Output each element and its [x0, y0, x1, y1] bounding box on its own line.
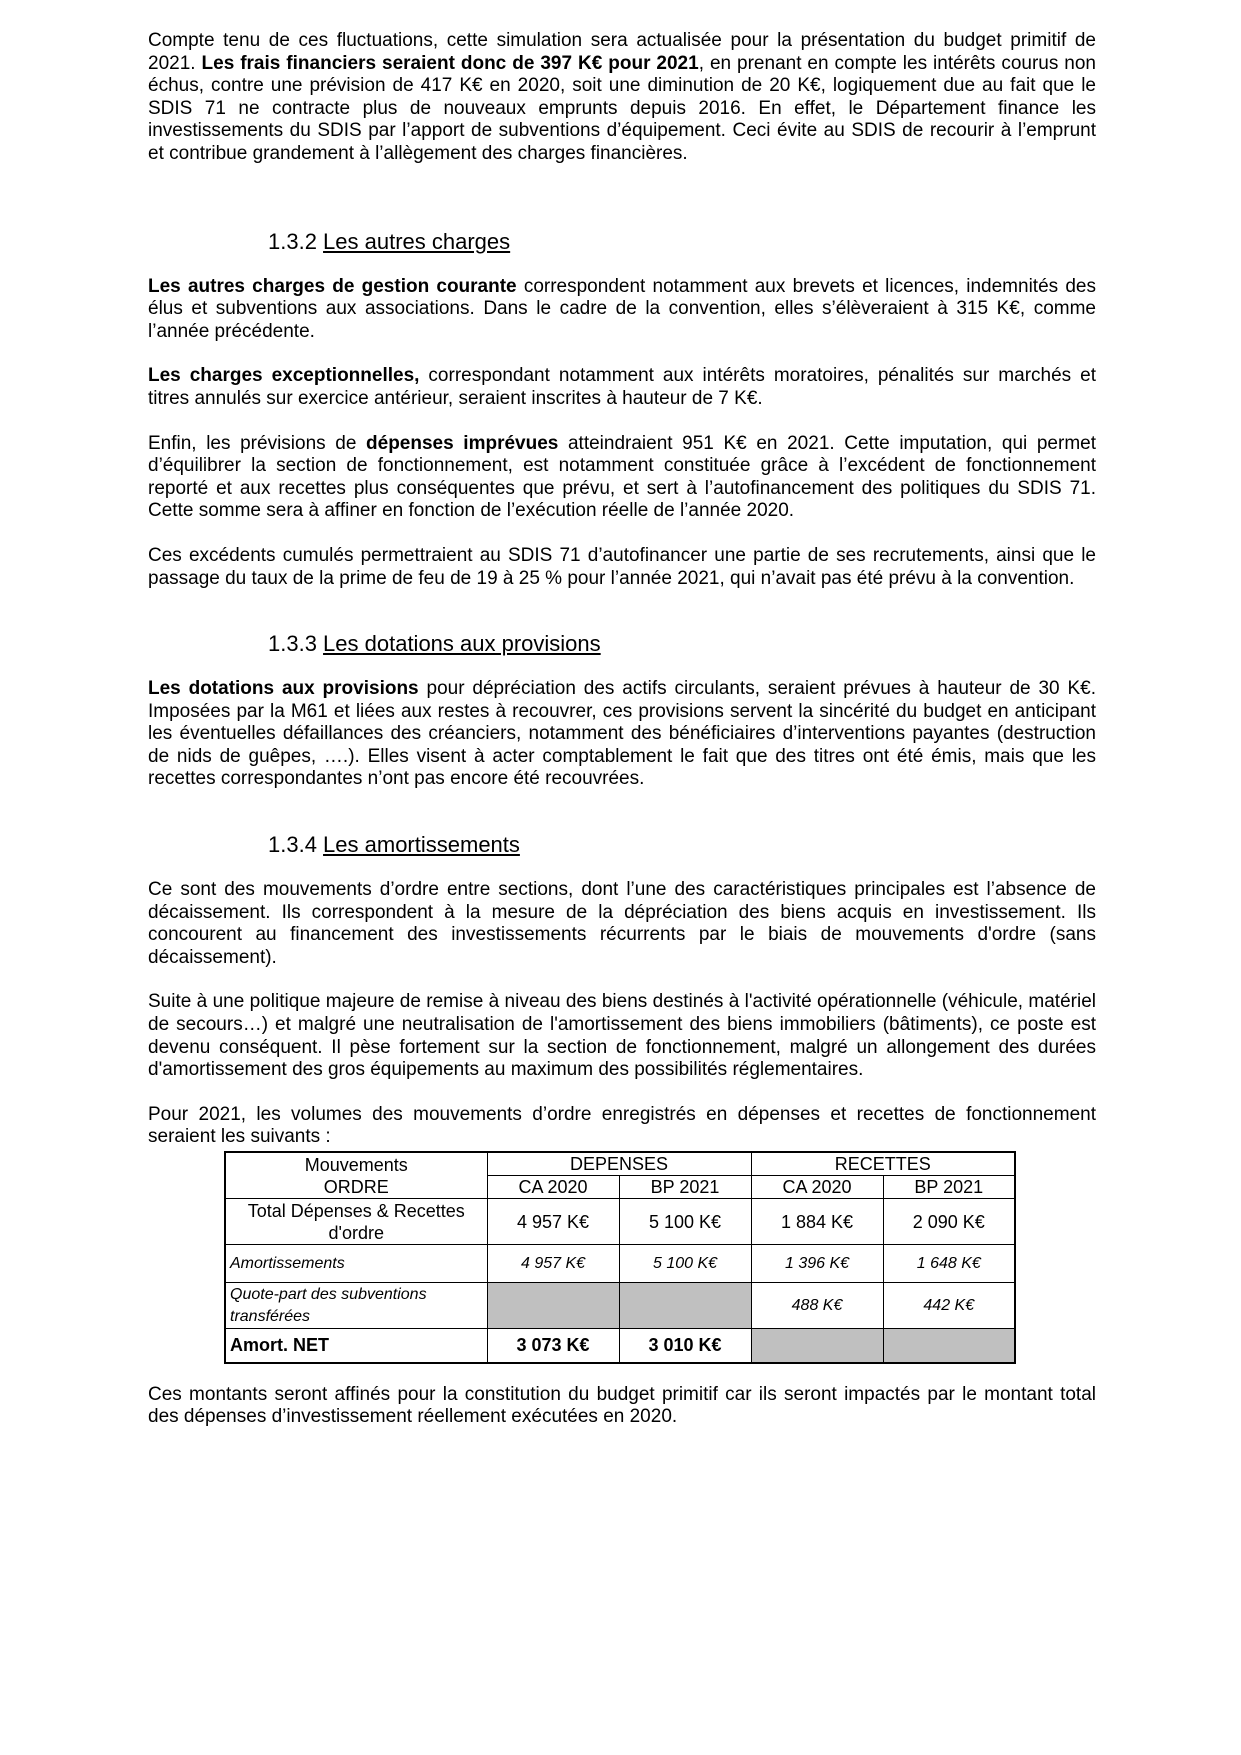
heading-title: Les dotations aux provisions — [323, 631, 601, 657]
table-cell-empty — [883, 1329, 1015, 1363]
row-label: Quote-part des subventions transférées — [225, 1283, 487, 1329]
paragraph-excedents: Ces excédents cumulés permettraient au SDIS 71 d’autofinancer une partie de ses recrutements, ainsi que le passage du taux de la prime de feu de 19 à 25 % pour l’année 2021, qui n’avait pas été prévu à la convention. — [148, 544, 1096, 589]
paragraph-volumes: Pour 2021, les volumes des mouvements d’ordre enregistrés en dépenses et recettes de fonctionnement seraient les suivants : — [148, 1103, 1096, 1148]
heading-number: 1.3.3 — [268, 631, 324, 657]
header-bp-2021-depenses: BP 2021 — [619, 1176, 751, 1199]
table-row — [225, 1199, 1015, 1245]
heading-1-3-3 — [148, 630, 1096, 658]
closing-paragraph: Ces montants seront affinés pour la constitution du budget primitif car ils seront impactés par le montant total des dépenses d’investissement réellement exécutées en 2020. — [148, 1383, 1096, 1428]
table-corner-cell — [225, 1152, 487, 1199]
corner-label-line2: ORDRE — [323, 1176, 389, 1197]
paragraph-autres-charges — [148, 276, 1096, 344]
table-row — [225, 1283, 1015, 1329]
table-cell: 3 073 K€ — [487, 1329, 619, 1363]
bold-text: Les autres charges de gestion courante — [148, 275, 517, 297]
paragraph-text: pour dépréciation des actifs circulants, seraient prévues à hauteur de 30 K€. Imposées par la M61 et liées aux restes à recouvrer, ces provisions servent la sincérité du budget en anticipant les éventuelles défaillances des créanciers, notamment des bénéficiaires d’interventions payantes (destruction de nids de guêpes, ….). Elles visent à acter comptablement le fait que des titres ont été émis, mais que les recettes correspondantes n’ont pas encore été recouvrées. — [148, 678, 1096, 790]
header-ca-2020-recettes: CA 2020 — [751, 1176, 883, 1199]
paragraph-mouvements-ordre: Ce sont des mouvements d’ordre entre sections, dont l’une des caractéristiques principales est l’absence de décaissement. Ils correspondent à la mesure de la dépréciation des biens acquis en investissement. Ils concourent au financement des investissements récurrents par le biais de mouvements d'ordre (sans décaissement). — [148, 879, 1096, 968]
row-label: Amortissements — [225, 1245, 487, 1283]
table-cell: 442 K€ — [883, 1283, 1015, 1329]
intro-text-end: , en prenant en compte les intérêts courus non échus, contre une prévision de 417 K€ en 2020, soit une diminution de 20 K€, logiquement due au fait que le SDIS 71 ne contracte plus de nouveaux emprunts depuis 2016. En effet, le Département finance les investissements du SDIS par l’apport de subventions d’équipement. Ceci évite au SDIS de recourir à l’emprunt et contribue grandement à l’allègement des charges financières. — [148, 52, 1097, 164]
heading-number: 1.3.4 — [268, 832, 324, 858]
table-cell-empty — [487, 1283, 619, 1329]
intro-paragraph — [148, 30, 1096, 166]
table-cell-empty — [619, 1283, 751, 1329]
header-ca-2020-depenses: CA 2020 — [487, 1176, 619, 1199]
row-label: Total Dépenses & Recettes d'ordre — [225, 1199, 487, 1245]
table-cell: 1 884 K€ — [751, 1199, 883, 1245]
table-cell: 1 648 K€ — [883, 1245, 1015, 1283]
table-cell: 5 100 K€ — [619, 1199, 751, 1245]
paragraph-text: correspondant notamment aux intérêts moratoires, pénalités sur marchés et titres annulés sur exercice antérieur, seraient inscrites à hauteur de 7 K€. — [148, 365, 1096, 409]
heading-1-3-4 — [148, 831, 1096, 859]
heading-1-3-2 — [148, 228, 1096, 256]
table-cell: 488 K€ — [751, 1283, 883, 1329]
bold-text: Les dotations aux provisions — [148, 678, 419, 700]
table-row-total — [225, 1329, 1015, 1363]
paragraph-text: correspondent notamment aux brevets et licences, indemnités des élus et subventions aux associations. Dans le cadre de la convention, elles s’élèveraient à 315 K€, comme l’année précédente. — [148, 275, 1096, 342]
bold-text: Les charges exceptionnelles, — [148, 365, 420, 387]
table-cell: 2 090 K€ — [883, 1199, 1015, 1245]
intro-text: Compte tenu de ces fluctuations, cette simulation sera actualisée pour la présentation du budget primitif de 2021. — [148, 30, 1096, 74]
bold-text: dépenses imprévues — [366, 432, 559, 454]
table-cell: 4 957 K€ — [487, 1245, 619, 1283]
heading-title: Les autres charges — [323, 228, 511, 254]
document-page — [148, 30, 1096, 1429]
corner-label-line1: Mouvements — [304, 1154, 408, 1175]
intro-bold-text: Les frais financiers seraient donc de 397 K€ pour 2021 — [201, 52, 699, 74]
table-row — [225, 1245, 1015, 1283]
header-recettes: RECETTES — [751, 1152, 1015, 1176]
header-depenses: DEPENSES — [487, 1152, 751, 1176]
table-cell: 1 396 K€ — [751, 1245, 883, 1283]
paragraph-text: atteindraient 951 K€ en 2021. Cette imputation, qui permet d’équilibrer la section de fonctionnement, est notamment constituée grâce à l’excédent de fonctionnement reporté et aux recettes plus conséquentes que prévu, et sert à l’autofinancement des politiques du SDIS 71. Cette somme sera à affiner en fonction de l’exécution réelle de l’année 2020. — [148, 432, 1096, 522]
table-cell: 5 100 K€ — [619, 1245, 751, 1283]
heading-number: 1.3.2 — [268, 228, 324, 254]
row-label: Amort. NET — [225, 1329, 487, 1363]
paragraph-politique: Suite à une politique majeure de remise à niveau des biens destinés à l'activité opérationnelle (véhicule, matériel de secours…) et malgré une neutralisation de l'amortissement des biens immobiliers (bâtiments), ce poste est devenu conséquent. Il pèse fortement sur la section de fonctionnement, malgré un allongement des durées d'amortissement des gros équipements au maximum des possibilités réglementaires. — [148, 991, 1096, 1081]
table-cell: 3 010 K€ — [619, 1329, 751, 1363]
paragraph-dotations — [148, 678, 1096, 791]
table-cell-empty — [751, 1329, 883, 1363]
paragraph-text: Enfin, les prévisions de — [148, 432, 367, 454]
paragraph-charges-exceptionnelles — [148, 365, 1096, 410]
table-header-row — [225, 1152, 1015, 1176]
heading-title: Les amortissements — [323, 832, 520, 858]
table-cell: 4 957 K€ — [487, 1199, 619, 1245]
header-bp-2021-recettes: BP 2021 — [883, 1176, 1015, 1199]
paragraph-depenses-imprevues — [148, 433, 1096, 523]
mouvements-ordre-table — [224, 1151, 1016, 1364]
